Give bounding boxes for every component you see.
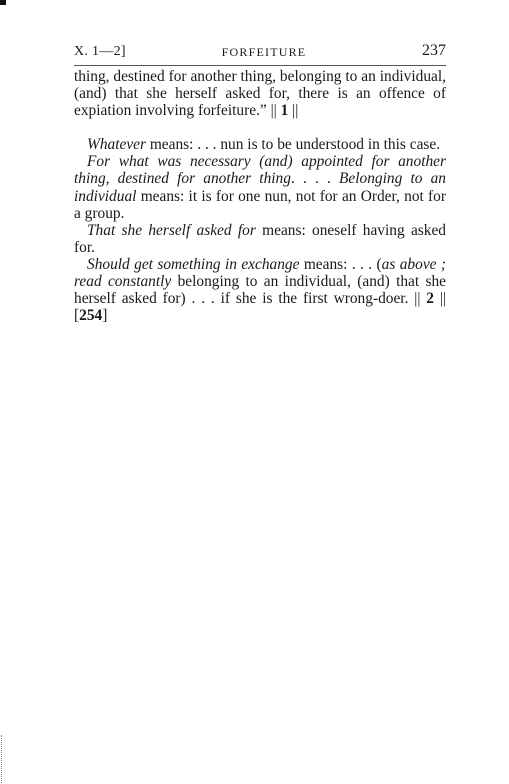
section-number: 2 <box>426 290 434 308</box>
page-body <box>74 68 446 324</box>
scan-corner-mark <box>0 0 6 5</box>
editorial-note: as above ; read constantly <box>74 255 446 291</box>
text-run: ] <box>102 307 108 325</box>
text-run: || <box>288 102 299 120</box>
paragraph-whatever <box>74 136 446 153</box>
defined-term: That she herself asked for <box>87 221 256 239</box>
definition-text: means: . . . nun is to be understood in this case. <box>145 136 441 154</box>
paragraph-asked-for <box>74 222 446 256</box>
definition-text: means: it is for one nun, not for an Order, not for a group. <box>74 187 446 222</box>
defined-term: Whatever <box>87 136 146 154</box>
page-number: 237 <box>422 42 446 59</box>
paragraph-necessary <box>74 153 446 221</box>
paragraph-gap <box>74 119 446 136</box>
text-run: thing, destined for another thing, belonging to an individual, (and) that she herself asked for, there is an offence of expiation involving forfeiture.” || <box>74 68 446 120</box>
defined-term: For what was necessary (and) appointed for another thing, destined for another thing <box>74 153 446 188</box>
page-reference: 254 <box>79 307 103 325</box>
header-rule <box>74 65 446 66</box>
scan-edge-marks <box>1 735 5 783</box>
text-run: means: . . . ( <box>299 255 382 273</box>
text-run: . . . . <box>290 170 340 188</box>
running-header <box>74 42 446 62</box>
defined-term: Should get something in exchange <box>87 255 300 273</box>
paragraph-rule-ending <box>74 68 446 119</box>
paragraph-exchange <box>74 256 446 324</box>
definition-text: belonging to an individual, (and) that she herself asked for) . . . if she is the first wrong-doer. || <box>74 273 447 308</box>
section-number: 1 <box>280 102 289 120</box>
defined-term: Belonging to an individual <box>74 170 446 205</box>
section-reference: X. 1—2] <box>74 44 126 59</box>
text-run: || [ <box>74 290 446 325</box>
definition-text: means: oneself having asked for. <box>74 221 447 256</box>
running-title: FORFEITURE <box>221 45 307 59</box>
